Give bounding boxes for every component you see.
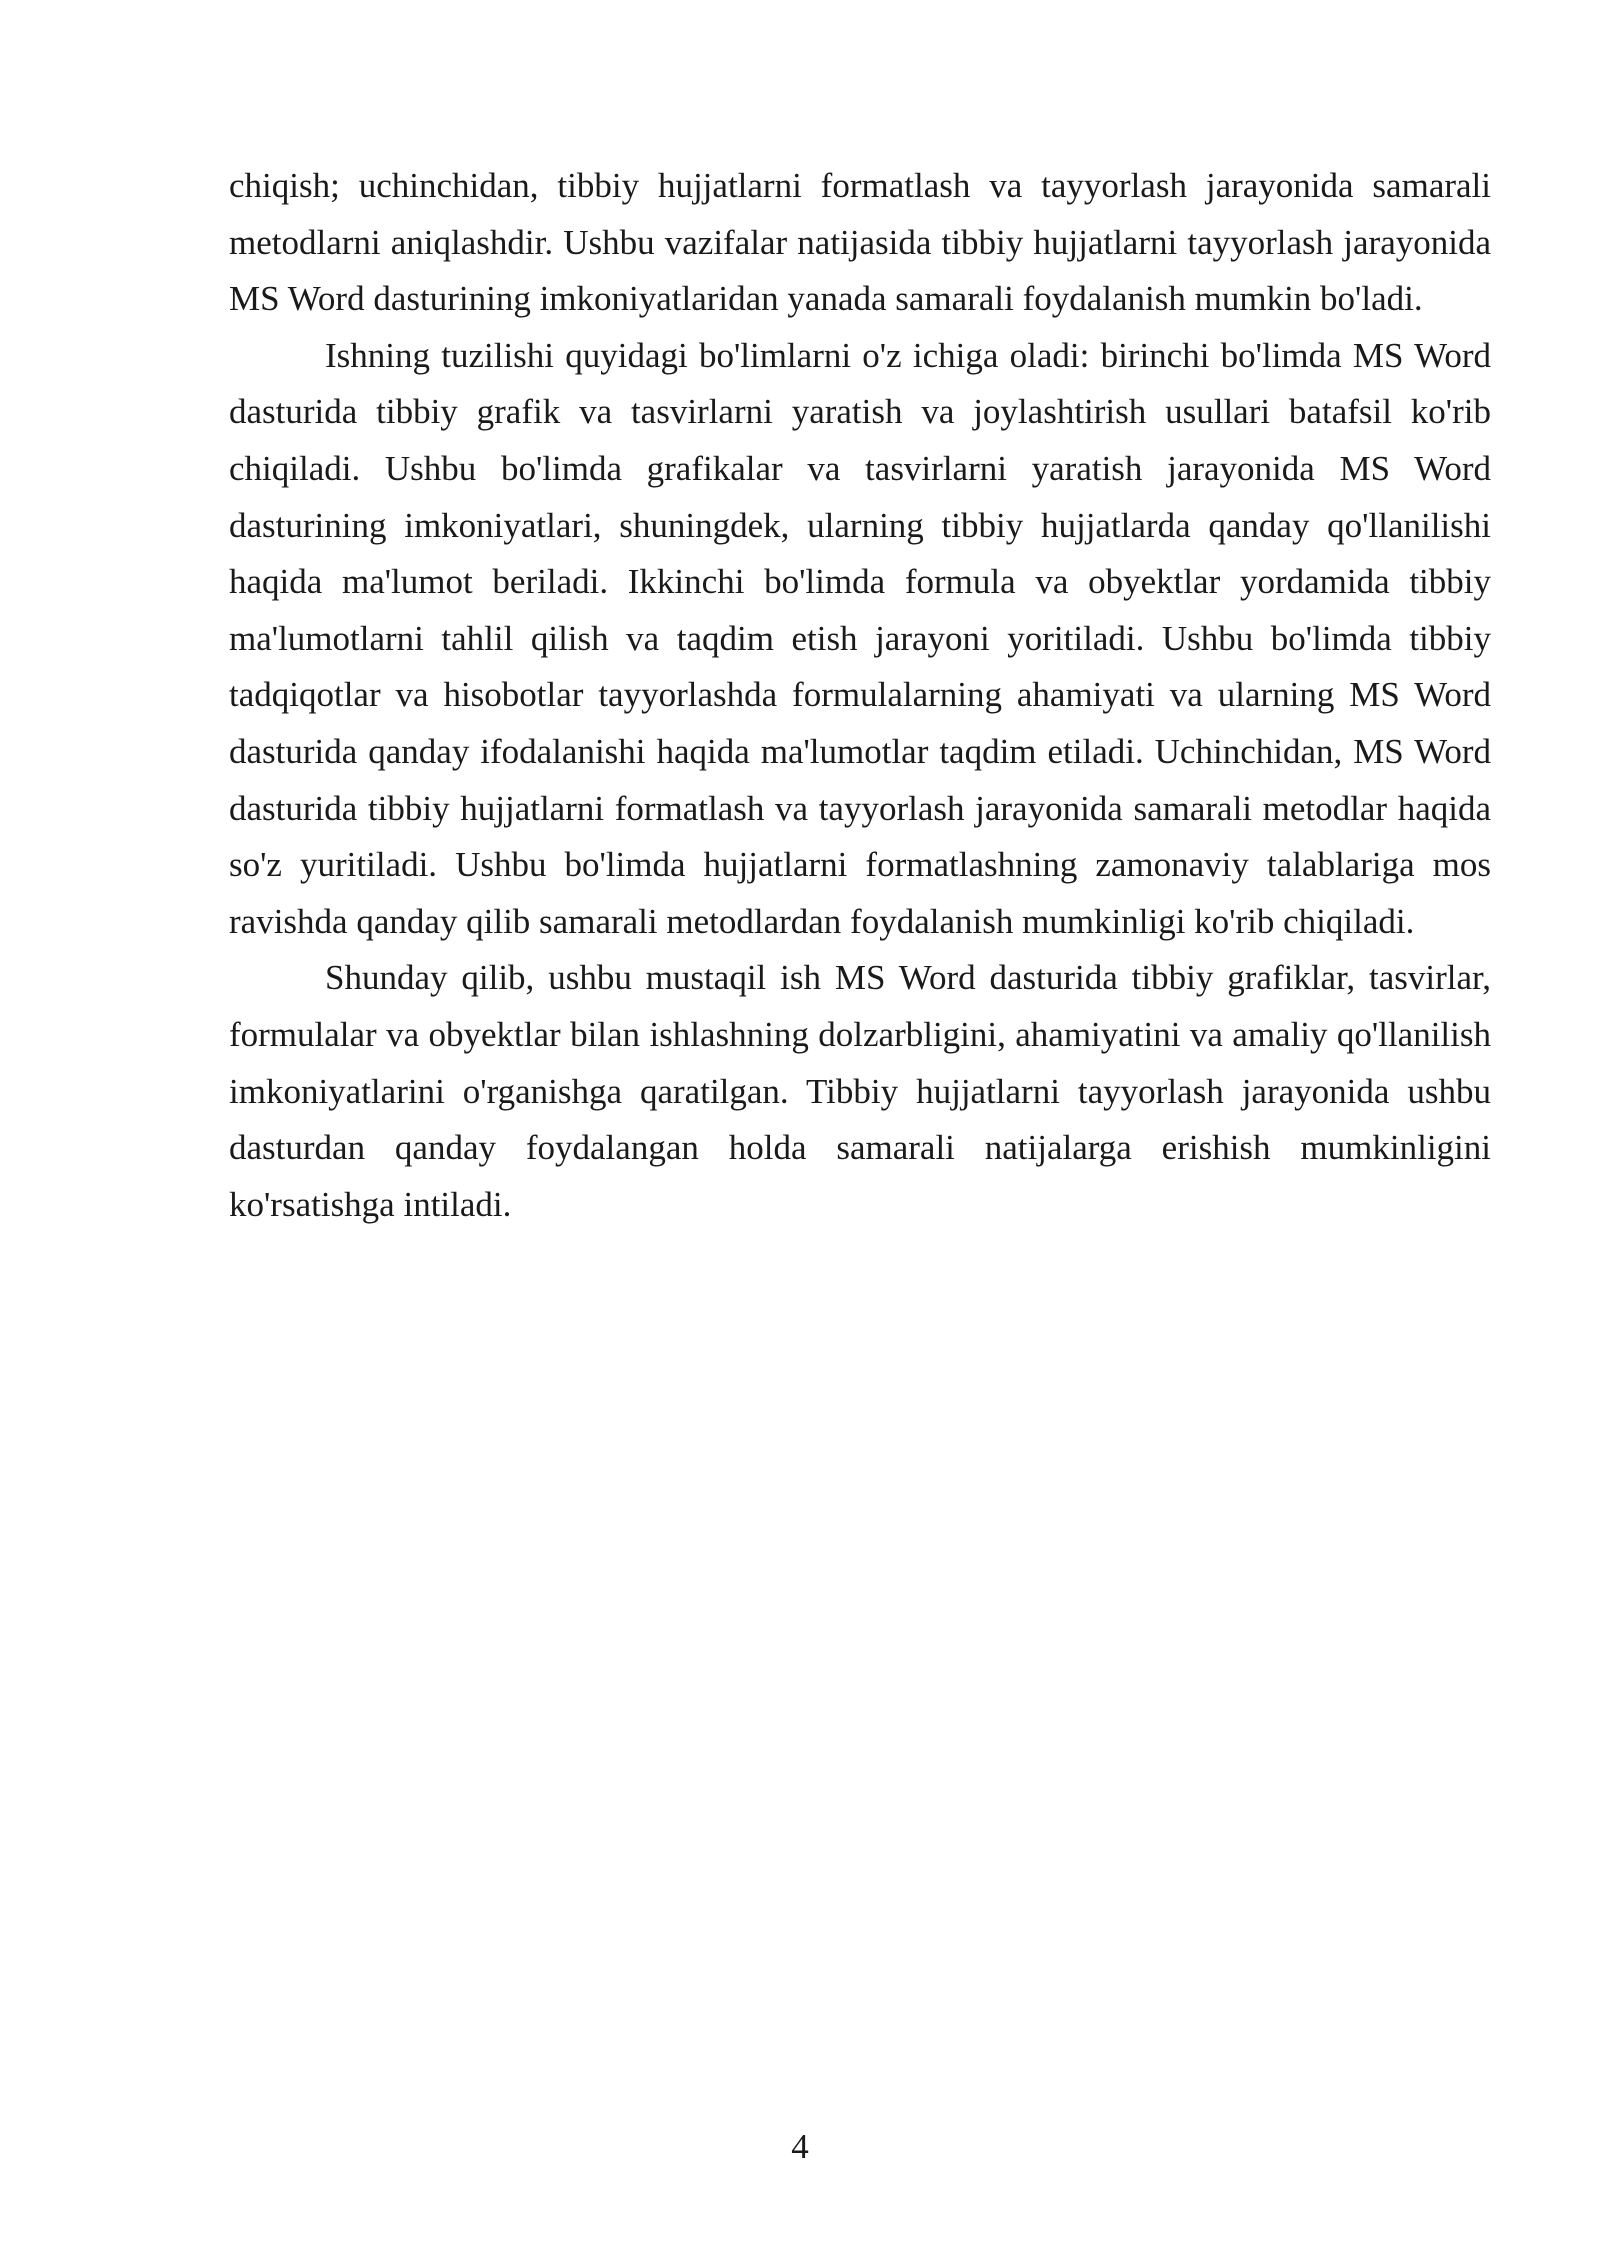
page-number: 4 bbox=[791, 2127, 809, 2166]
paragraph-continuation: chiqish; uchinchidan, tibbiy hujjatlarni formatlash va tayyorlash jarayonida samarali metodlarni aniqlashdir. Ushbu vazifalar natijasida tibbiy hujjatlarni tayyorlash jarayonida MS Word dasturining imkoniyatlaridan yanada samarali foydalanish mumkin bo'ladi. bbox=[229, 166, 1491, 319]
paragraph-structure: Ishning tuzilishi quyidagi bo'limlarni o'z ichiga oladi: birinchi bo'limda MS Word dasturida tibbiy grafik va tasvirlarni yaratish va joylashtirish usullari batafsil ko'rib chiqiladi. Ushbu bo'limda grafikalar va tasvirlarni yaratish jarayonida MS Word dasturining imkoniyatlari, shuningdek, ularning tibbiy hujjatlarda qanday qo'llanilishi haqida ma'lumot beriladi. Ikkinchi bo'limda formula va obyektlar yordamida tibbiy ma'lumotlarni tahlil qilish va taqdim etish jarayoni yoritiladi. Ushbu bo'limda tibbiy tadqiqotlar va hisobotlar tayyorlashda formulalarning ahamiyati va ularning MS Word dasturida qanday ifodalanishi haqida ma'lumotlar taqdim etiladi. Uchinchidan, MS Word dasturida tibbiy hujjatlarni formatlash va tayyorlash jarayonida samarali metodlar haqida so'z yuritiladi. Ushbu bo'limda hujjatlarni formatlashning zamonaviy talablariga mos ravishda qanday qilib samarali metodlardan foydalanish mumkinligi ko'rib chiqiladi. bbox=[229, 335, 1491, 941]
paragraph-conclusion: Shunday qilib, ushbu mustaqil ish MS Word dasturida tibbiy grafiklar, tasvirlar, formulalar va obyektlar bilan ishlashning dolzarbligini, ahamiyatini va amaliy qo'llanilish imkoniyatlarini o'rganishga qaratilgan. Tibbiy hujjatlarni tayyorlash jarayonida ushbu dasturdan qanday foydalangan holda samarali natijalarga erishish mumkinligini ko'rsatishga intiladi. bbox=[229, 958, 1491, 1224]
body-text bbox=[229, 158, 1491, 1233]
